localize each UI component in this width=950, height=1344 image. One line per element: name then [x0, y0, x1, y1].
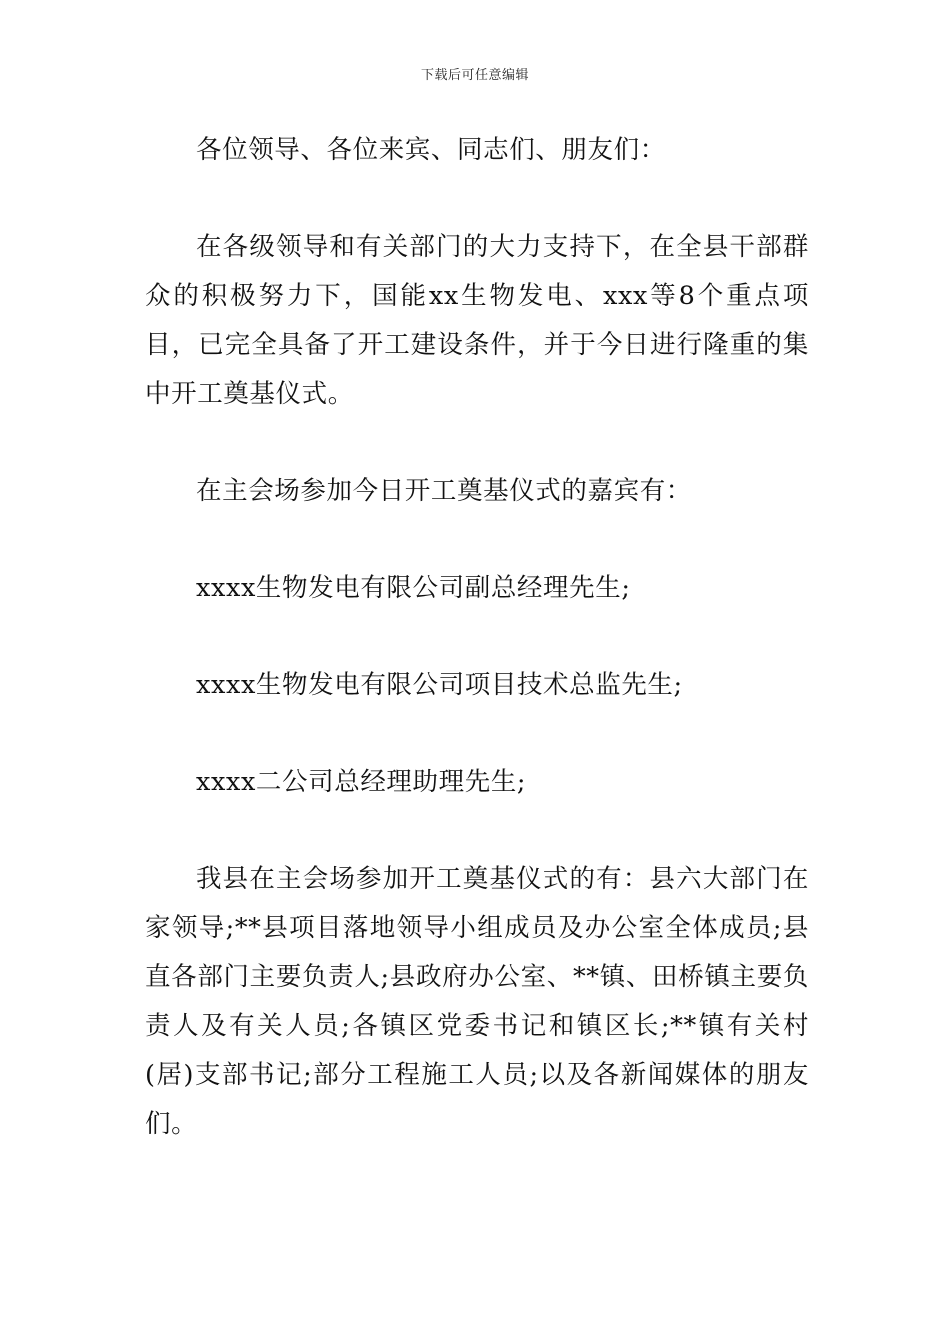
intro-paragraph: 在各级领导和有关部门的大力支持下，在全县干部群众的积极努力下，国能xx生物发电、xxx等8个重点项目，已完全具备了开工建设条件，并于今日进行隆重的集中开工奠基仪式。 — [145, 232, 809, 409]
guests-intro-paragraph: 在主会场参加今日开工奠基仪式的嘉宾有： — [196, 476, 692, 506]
document-body — [145, 126, 809, 1197]
guest-item: xxxx二公司总经理助理先生; — [196, 767, 527, 797]
guest-item: xxxx生物发电有限公司项目技术总监先生; — [196, 670, 683, 700]
attendees-paragraph: 我县在主会场参加开工奠基仪式的有：县六大部门在家领导;**县项目落地领导小组成员及办公室全体成员;县直各部门主要负责人;县政府办公室、**镇、田桥镇主要负责人及有关人员;各镇区党委书记和镇区长;**镇有关村(居)支部书记;部分工程施工人员;以及各新闻媒体的朋友们。 — [145, 864, 809, 1139]
guest-item: xxxx生物发电有限公司副总经理先生; — [196, 573, 631, 603]
salutation-paragraph: 各位领导、各位来宾、同志们、朋友们： — [196, 135, 666, 165]
header-note: 下载后可任意编辑 — [420, 68, 529, 83]
